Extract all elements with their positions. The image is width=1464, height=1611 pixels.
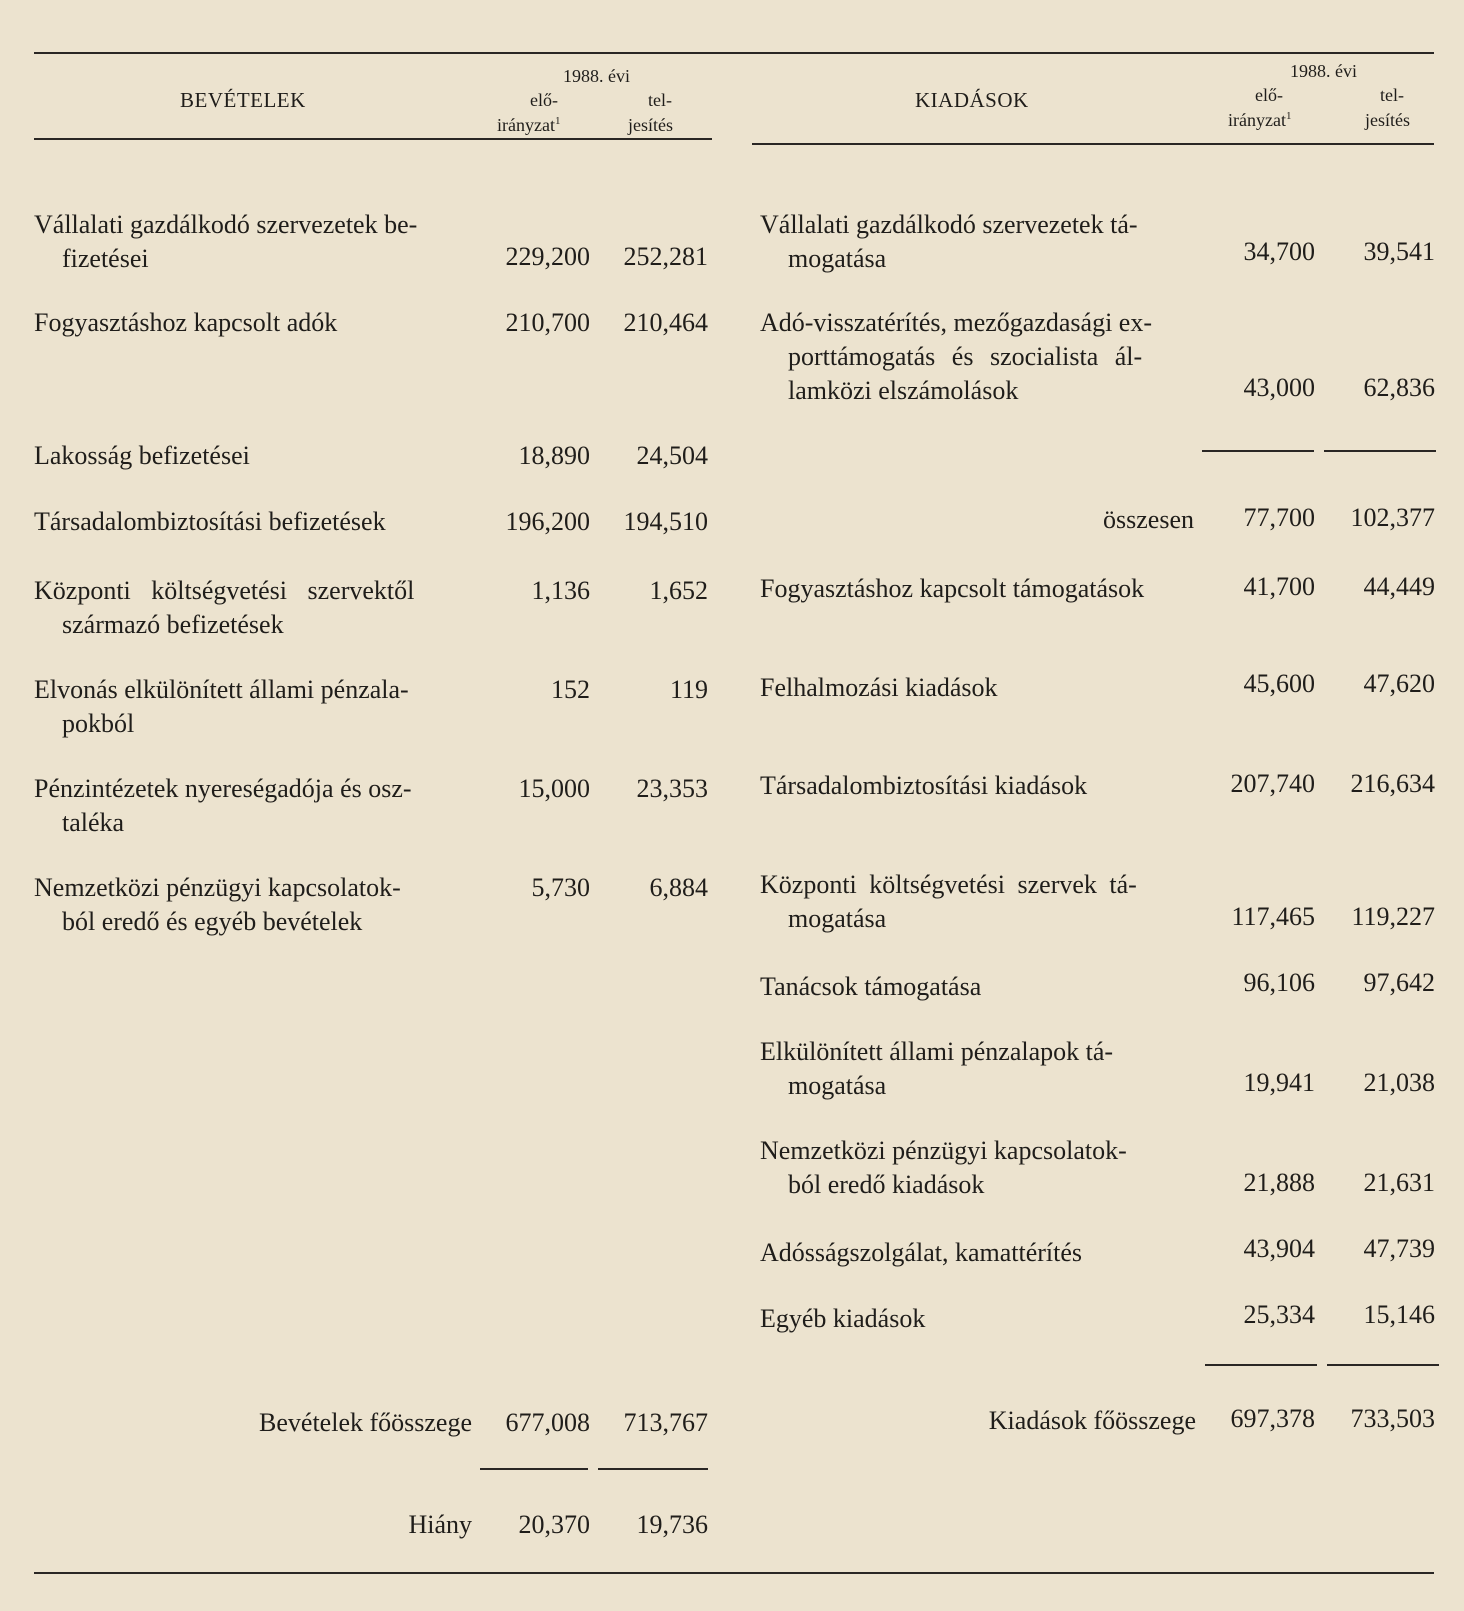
expenditure-actual: 47,620 — [1363, 669, 1435, 698]
revenue-plan: 1,136 — [531, 576, 590, 605]
expenditure-item-line: lamközi elszámolások — [788, 376, 1019, 405]
plan-col-label-right-bottom: irányzat$^1$ — [1228, 110, 1292, 130]
revenue-plan: 196,200 — [505, 507, 590, 536]
expenditure-actual: 21,038 — [1363, 1068, 1435, 1097]
revenue-total-label: Bevételek főösszege — [259, 1408, 472, 1437]
revenue-item-line: Fogyasztáshoz kapcsolt adók — [34, 308, 338, 337]
expenditure-total-rule — [1327, 1364, 1439, 1366]
revenue-plan: 229,200 — [505, 242, 590, 271]
expenditure-actual: 47,739 — [1363, 1234, 1435, 1263]
revenue-actual: 6,884 — [649, 873, 708, 902]
revenue-actual: 24,504 — [636, 441, 708, 470]
revenue-item-line: ból eredő és egyéb bevételek — [62, 907, 363, 936]
header-rule-right — [752, 143, 1434, 145]
revenue-total-rule — [480, 1468, 588, 1470]
expenditure-plan: 207,740 — [1230, 769, 1315, 798]
expenditure-item-line: Vállalati gazdálkodó szervezetek tá- — [760, 210, 1138, 239]
expenditure-actual: 216,634 — [1350, 769, 1435, 798]
revenue-actual: 194,510 — [623, 507, 708, 536]
expenditure-item-line: Adósságszolgálat, kamattérítés — [760, 1238, 1083, 1267]
revenue-plan: 210,700 — [505, 308, 590, 337]
expenditure-item-line: Elkülönített állami pénzalapok tá- — [760, 1037, 1114, 1066]
revenue-item-line: pokból — [62, 709, 135, 738]
expenditure-item-line: Egyéb kiadások — [760, 1304, 926, 1333]
revenue-item-line: fizetései — [62, 244, 149, 273]
revenue-actual: 23,353 — [636, 774, 708, 803]
revenues-heading: BEVÉTELEK — [180, 88, 306, 112]
expenditure-plan: 21,888 — [1243, 1168, 1315, 1197]
expenditure-item-line: Felhalmozási kiadások — [760, 673, 998, 702]
subtotal-rule — [1202, 450, 1314, 452]
subtotal-rule — [1324, 450, 1436, 452]
actual-col-label-left-bottom: jesítés — [628, 115, 673, 135]
expenditure-total-rule — [1205, 1364, 1317, 1366]
expenditure-plan: 34,700 — [1243, 237, 1315, 266]
revenue-total-rule — [598, 1468, 708, 1470]
expenditure-item-line: mogatása — [788, 1071, 887, 1100]
revenue-plan: 5,730 — [531, 873, 590, 902]
revenue-item-line: Központi költségvetési szervektől — [34, 576, 415, 605]
plan-col-label-right-top: elő- — [1255, 85, 1283, 105]
revenue-actual: 252,281 — [623, 242, 708, 271]
expenditure-plan: 43,904 — [1243, 1234, 1315, 1263]
expenditure-actual: 15,146 — [1363, 1300, 1435, 1329]
subtotal-actual: 102,377 — [1350, 503, 1435, 532]
expenditure-item-line: mogatása — [788, 244, 887, 273]
top-rule — [34, 52, 1434, 54]
revenue-item-line: Pénzintézetek nyereségadója és osz- — [34, 774, 412, 803]
revenue-item-line: Nemzetközi pénzügyi kapcsolatok- — [34, 873, 401, 902]
plan-col-label-left-bottom: irányzat$^1$ — [497, 115, 561, 135]
revenue-total-plan: 677,008 — [505, 1408, 590, 1437]
subtotal-label: összesen — [1103, 505, 1194, 534]
revenue-item-line: taléka — [62, 808, 125, 837]
year-label-left: 1988. évi — [563, 66, 630, 86]
expenditure-actual: 119,227 — [1351, 902, 1435, 931]
expenditure-total-actual: 733,503 — [1350, 1404, 1435, 1433]
expenditure-plan: 25,334 — [1243, 1300, 1315, 1329]
revenue-item-line: Társadalombiztosítási befizetések — [34, 507, 386, 536]
revenue-item-line: származó befizetések — [62, 610, 284, 639]
header-rule-left — [34, 138, 712, 140]
plan-col-label-left-top: elő- — [530, 90, 558, 110]
expenditure-item-line: Adó-visszatérítés, mezőgazdasági ex- — [760, 308, 1153, 337]
revenue-plan: 15,000 — [518, 774, 590, 803]
expenditure-plan: 43,000 — [1243, 373, 1315, 402]
actual-col-label-right-bottom: jesítés — [1365, 110, 1410, 130]
expenditure-item-line: mogatása — [788, 904, 887, 933]
actual-col-label-left-top: tel- — [648, 90, 672, 110]
expenditure-item-line: ból eredő kiadások — [788, 1170, 985, 1199]
expenditure-total-label: Kiadások főösszege — [988, 1406, 1196, 1435]
subtotal-plan: 77,700 — [1243, 503, 1315, 532]
expenditure-actual: 62,836 — [1363, 373, 1435, 402]
expenditure-plan: 96,106 — [1243, 968, 1315, 997]
revenue-item-line: Vállalati gazdálkodó szervezetek be- — [34, 210, 418, 239]
expenditure-item-line: porttámogatás és szocialista ál- — [788, 342, 1143, 371]
revenue-actual: 119 — [669, 675, 708, 704]
expenditure-actual: 21,631 — [1363, 1168, 1435, 1197]
expenditure-actual: 39,541 — [1363, 237, 1435, 266]
expenditure-actual: 97,642 — [1363, 968, 1435, 997]
expenditure-plan: 19,941 — [1243, 1068, 1315, 1097]
expenditure-item-line: Társadalombiztosítási kiadások — [760, 771, 1088, 800]
revenue-item-line: Lakosság befizetései — [34, 441, 250, 470]
revenue-plan: 18,890 — [518, 441, 590, 470]
revenue-plan: 152 — [551, 675, 590, 704]
expenditure-item-line: Központi költségvetési szervek tá- — [760, 870, 1137, 899]
deficit-plan: 20,370 — [518, 1510, 590, 1539]
expenditure-item-line: Nemzetközi pénzügyi kapcsolatok- — [760, 1136, 1127, 1165]
actual-col-label-right-top: tel- — [1380, 85, 1404, 105]
bottom-rule — [34, 1572, 1434, 1574]
expenditure-plan: 117,465 — [1231, 902, 1315, 931]
expenditure-item-line: Fogyasztáshoz kapcsolt támogatások — [760, 574, 1145, 603]
revenue-actual: 1,652 — [649, 576, 708, 605]
revenue-total-actual: 713,767 — [623, 1408, 708, 1437]
expenditure-plan: 45,600 — [1243, 669, 1315, 698]
expenditure-item-line: Tanácsok támogatása — [760, 972, 982, 1001]
expenditures-heading: KIADÁSOK — [915, 88, 1029, 112]
expenditure-plan: 41,700 — [1243, 572, 1315, 601]
year-label-right: 1988. évi — [1290, 61, 1357, 81]
deficit-label: Hiány — [408, 1510, 472, 1539]
expenditure-total-plan: 697,378 — [1230, 1404, 1315, 1433]
revenue-actual: 210,464 — [623, 308, 708, 337]
expenditure-actual: 44,449 — [1363, 572, 1435, 601]
revenue-item-line: Elvonás elkülönített állami pénzala- — [34, 675, 409, 704]
deficit-actual: 19,736 — [636, 1510, 708, 1539]
